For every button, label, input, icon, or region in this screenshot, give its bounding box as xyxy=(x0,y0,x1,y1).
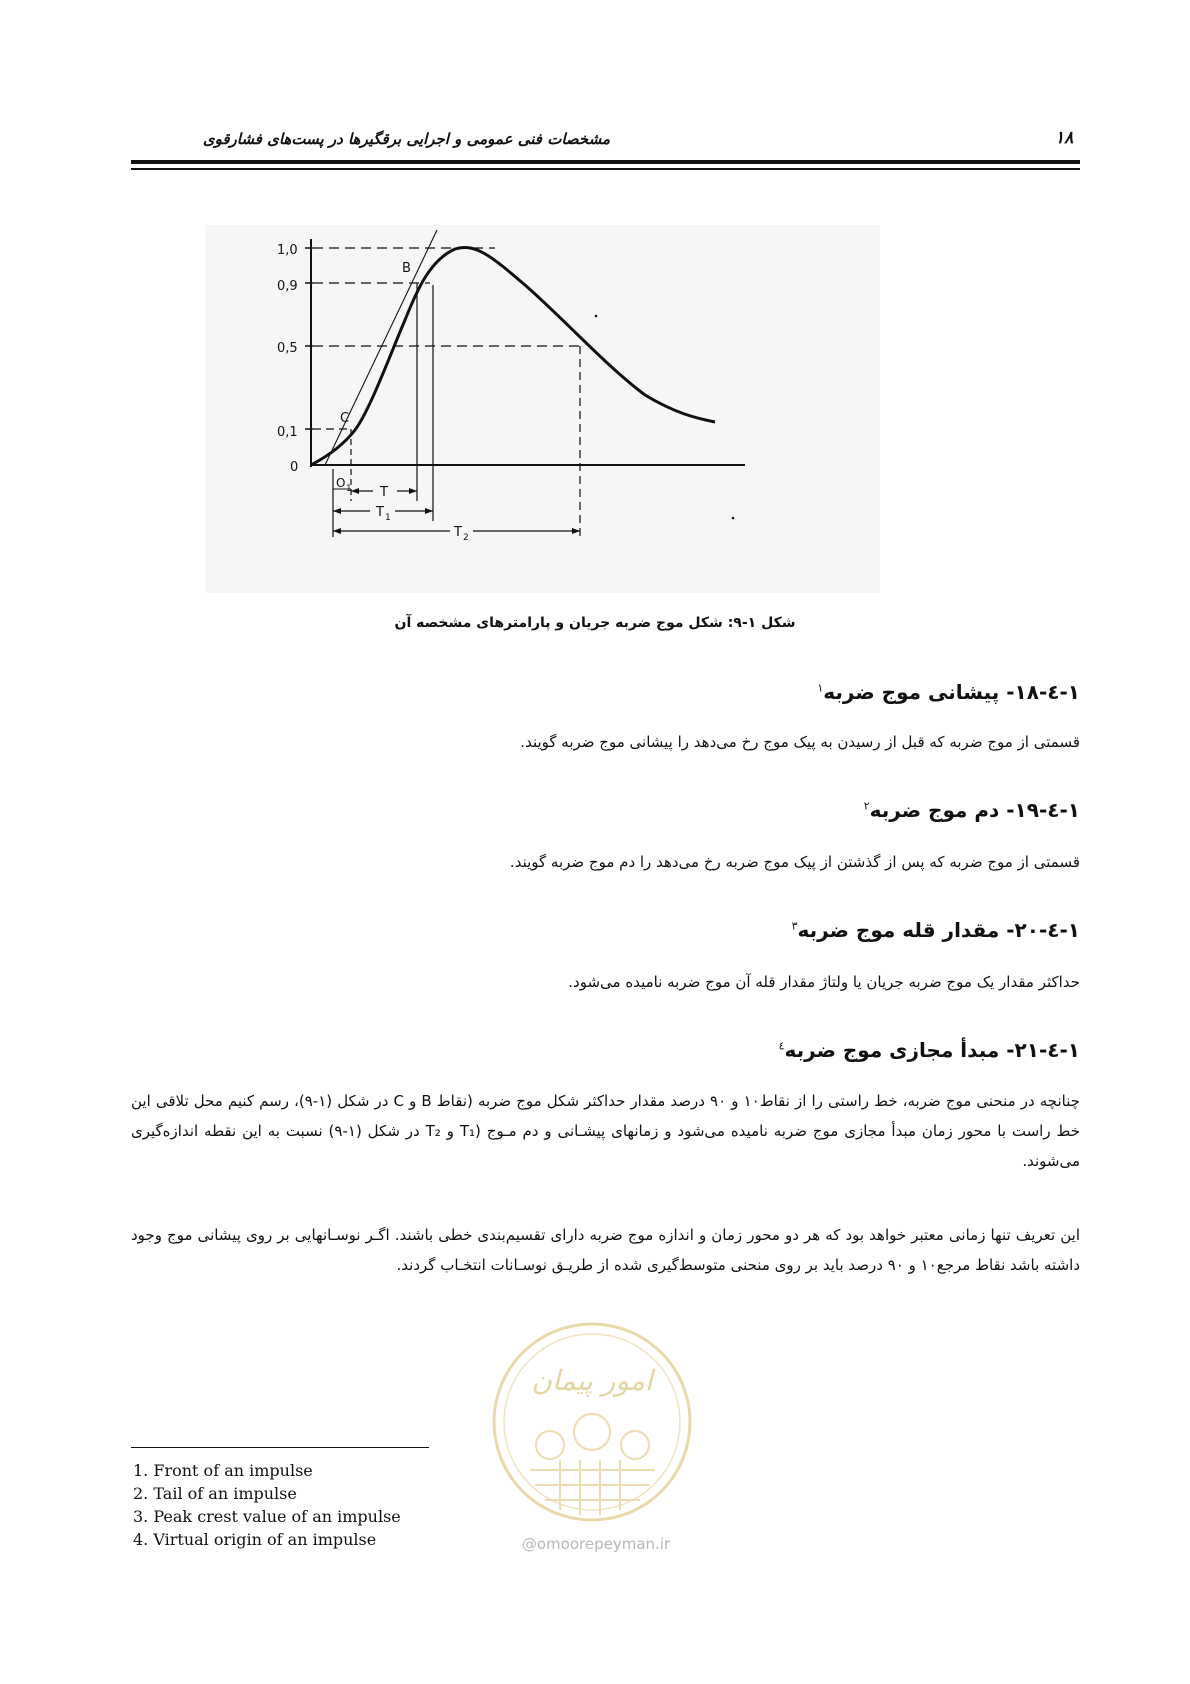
section-heading xyxy=(792,918,1080,942)
o1-subscript: 1 xyxy=(346,484,352,494)
section-heading xyxy=(779,1038,1080,1062)
header-rule-thin xyxy=(131,168,1080,170)
front-tangent-line xyxy=(325,230,437,465)
footnote-list xyxy=(133,1459,401,1551)
page-number: ۱۸ xyxy=(1055,128,1074,148)
header-rule-thick xyxy=(131,160,1080,164)
arrowhead xyxy=(425,508,433,514)
footnote: 4. Virtual origin of an impulse xyxy=(133,1530,377,1549)
t2-label: T xyxy=(454,525,462,540)
section-body: قسمتی از موج ضربه که پس از گذشتن از پیک موج ضربه رخ می‌دهد را دم موج ضربه گویند. xyxy=(509,853,1080,871)
section-heading xyxy=(817,680,1080,704)
footnote: 1. Front of an impulse xyxy=(133,1461,313,1480)
section-heading-text: ۱-٤-۱۸- پیشانی موج ضربه xyxy=(823,680,1080,704)
watermark-logo-text: امور پیمان xyxy=(531,1364,653,1397)
figure-caption: شکل ۱-۹: شکل موج ضربه جریان و پارامترهای مشخصه آن xyxy=(394,615,796,631)
y-tick-label: 0,9 xyxy=(277,279,298,294)
section-body: این تعریف تنها زمانی معتبر خواهد بود که هر دو محور زمان و اندازه موج ضربه دارای تقسیم‌بندی خطی باشند. اگـر نوسـانهایی بر روی پیشانی موج وجود داشته باشد نقاط مرجع۱۰ و ۹۰ درصد باید بر روی منحنی متوسط‌گیری شده از طریـق نوسـانات انتخـاب گردند. xyxy=(131,1226,1080,1274)
t1-subscript: 1 xyxy=(385,513,391,523)
arrowhead xyxy=(333,508,341,514)
point-label-c: C xyxy=(340,411,350,426)
t-label: T xyxy=(380,485,388,500)
footnote: 2. Tail of an impulse xyxy=(133,1484,297,1503)
y-tick-label: 0 xyxy=(290,460,299,475)
section-heading-text: ۱-٤-۲۰- مقدار قله موج ضربه xyxy=(797,918,1080,942)
running-header-title: مشخصات فنی عمومی و اجرایی برقگیرها در پست‌های فشارقوی xyxy=(202,130,610,148)
y-tick-label: 1,0 xyxy=(277,243,298,258)
watermark-url: @omoorepeyman.ir xyxy=(521,1535,671,1553)
o1-label: O xyxy=(336,476,346,490)
y-tick-label: 0,1 xyxy=(277,425,298,440)
arrowhead xyxy=(333,528,341,534)
impulse-waveform-figure xyxy=(205,225,880,593)
impulse-curve xyxy=(311,248,715,466)
footnote-rule xyxy=(131,1447,429,1448)
y-tick-label: 0,5 xyxy=(277,341,298,356)
footnote-ref: ۱ xyxy=(817,681,824,695)
section-heading-text: ۱-٤-۱۹- دم موج ضربه xyxy=(869,798,1080,822)
arrowhead xyxy=(572,528,580,534)
stray-dot xyxy=(732,517,735,520)
arrowhead xyxy=(409,488,417,494)
t1-label: T xyxy=(376,505,384,520)
section-body: چنانچه در منحنی موج ضربه، خط راستی را از نقاط۱۰ و ۹۰ درصد مقدار حداکثر شکل موج ضربه (نقاط B و C در شکل (۱-۹)، رسم کنیم محل تلاقی این خط راست با محور زمان مبدأ مجازی موج ضربه نامیده می‌شود و زمانهای پیشـانی و دم مـوج (T₁ و T₂ در شکل (۱-۹) نسبت به این نقطه اندازه‌گیری می‌شوند. xyxy=(131,1092,1081,1170)
section-heading-text: ۱-٤-۲۱- مبدأ مجازی موج ضربه xyxy=(784,1038,1080,1062)
footnote-ref: ۳ xyxy=(791,919,798,933)
section-heading xyxy=(864,798,1080,822)
t2-subscript: 2 xyxy=(463,533,469,543)
footnote: 3. Peak crest value of an impulse xyxy=(133,1507,401,1526)
footnote-ref: ۲ xyxy=(863,799,870,813)
footnote-ref: ٤ xyxy=(778,1039,785,1053)
point-label-b: B xyxy=(402,261,411,276)
section-body: حداکثر مقدار یک موج ضربه جریان یا ولتاژ مقدار قله آن موج ضربه نامیده می‌شود. xyxy=(568,973,1080,991)
section-body: قسمتی از موج ضربه که قبل از رسیدن به پیک موج رخ می‌دهد را پیشانی موج ضربه گویند. xyxy=(520,733,1080,751)
arrowhead xyxy=(351,488,359,494)
stray-dot xyxy=(595,315,598,318)
watermark-logo xyxy=(490,1320,695,1525)
